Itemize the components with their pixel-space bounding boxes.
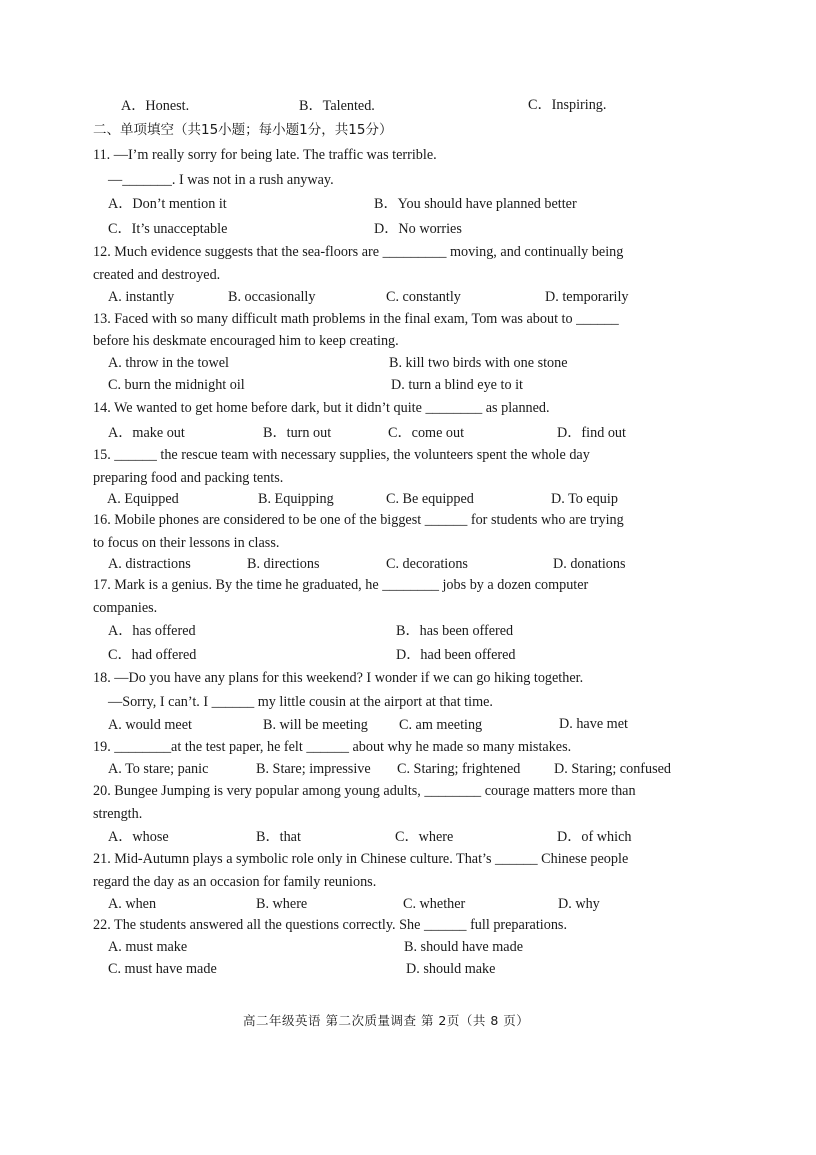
option-c: C. am meeting <box>399 717 483 733</box>
question-15-stem-cont: preparing food and packing tents. <box>93 470 284 486</box>
option-c: C. decorations <box>386 556 468 572</box>
option-d: D. why <box>558 896 600 912</box>
page-footer: 高二年级英语 第二次质量调查 第 2页（共 8 页） <box>243 1013 530 1028</box>
question-16-stem: 16. Mobile phones are considered to be one of the biggest ______ for students who are trying <box>93 512 624 528</box>
option-b: B. will be meeting <box>263 717 368 733</box>
option-b: B. occasionally <box>228 289 316 305</box>
option-b: B. should have made <box>404 939 523 955</box>
option-d: D．of which <box>557 829 632 845</box>
option-a: A．whose <box>108 829 169 845</box>
option-b: B．Talented. <box>299 98 375 114</box>
question-11-stem: 11. —I’m really sorry for being late. The traffic was terrible. <box>93 147 437 163</box>
question-17-stem-cont: companies. <box>93 600 158 616</box>
option-b: B．You should have planned better <box>374 196 577 212</box>
option-c: C．Inspiring. <box>528 97 607 113</box>
question-21-stem: 21. Mid-Autumn plays a symbolic role only in Chinese culture. That’s ______ Chinese people <box>93 851 629 867</box>
section-title: 二、单项填空（共15小题；每小题1分，共15分） <box>93 122 393 138</box>
option-a: A. Equipped <box>107 491 179 507</box>
option-b: B. where <box>256 896 308 912</box>
question-12-stem-cont: created and destroyed. <box>93 267 221 283</box>
question-13-stem-cont: before his deskmate encouraged him to keep creating. <box>93 333 399 349</box>
option-d: D. should make <box>406 961 496 977</box>
option-b: B. Equipping <box>258 491 334 507</box>
option-a: A. distractions <box>108 556 191 572</box>
option-c: C. whether <box>403 896 466 912</box>
option-c: C．where <box>395 829 454 845</box>
question-14-stem: 14. We wanted to get home before dark, but it didn’t quite ________ as planned. <box>93 400 550 416</box>
option-d: D. To equip <box>551 491 618 507</box>
question-17-stem: 17. Mark is a genius. By the time he graduated, he ________ jobs by a dozen computer <box>93 577 589 593</box>
option-d: D. have met <box>559 716 628 732</box>
option-d: D. turn a blind eye to it <box>391 377 523 393</box>
option-c: C. must have made <box>108 961 217 977</box>
option-a: A．Don’t mention it <box>108 196 227 212</box>
option-a: A．make out <box>108 425 185 441</box>
option-a: A．Honest. <box>121 98 190 114</box>
question-20-stem: 20. Bungee Jumping is very popular among young adults, ________ courage matters more than <box>93 783 636 799</box>
option-b: B．has been offered <box>396 623 514 639</box>
option-a: A. throw in the towel <box>108 355 229 371</box>
question-13-stem: 13. Faced with so many difficult math problems in the final exam, Tom was about to ______ <box>93 311 619 327</box>
option-a: A. when <box>108 896 157 912</box>
question-12-stem: 12. Much evidence suggests that the sea-floors are _________ moving, and continually being <box>93 244 624 260</box>
option-a: A. To stare; panic <box>108 761 209 777</box>
option-d: D．No worries <box>374 221 462 237</box>
option-a: A．has offered <box>108 623 196 639</box>
question-11-reply: —_______. I was not in a rush anyway. <box>108 172 334 188</box>
option-b: B. kill two birds with one stone <box>389 355 568 371</box>
question-18-reply: —Sorry, I can’t. I ______ my little cousin at the airport at that time. <box>108 694 493 710</box>
option-a: A. would meet <box>108 717 192 733</box>
option-c: C. Staring; frightened <box>397 761 521 777</box>
option-b: B．that <box>256 829 301 845</box>
option-c: C. burn the midnight oil <box>108 377 245 393</box>
option-a: A. must make <box>108 939 188 955</box>
option-c: C．had offered <box>108 647 197 663</box>
option-d: D. donations <box>553 556 626 572</box>
option-b: B. Stare; impressive <box>256 761 371 777</box>
question-19-stem: 19. ________at the test paper, he felt ______ about why he made so many mistakes. <box>93 739 572 755</box>
question-20-stem-cont: strength. <box>93 806 143 822</box>
option-c: C．come out <box>388 425 465 441</box>
option-d: D．find out <box>557 425 626 441</box>
question-15-stem: 15. ______ the rescue team with necessary supplies, the volunteers spent the whole day <box>93 447 590 463</box>
option-b: B．turn out <box>263 425 332 441</box>
option-c: C．It’s unacceptable <box>108 221 228 237</box>
question-21-stem-cont: regard the day as an occasion for family reunions. <box>93 874 377 890</box>
option-b: B. directions <box>247 556 320 572</box>
question-18-stem: 18. —Do you have any plans for this weekend? I wonder if we can go hiking together. <box>93 670 584 686</box>
option-c: C. constantly <box>386 289 461 305</box>
option-a: A. instantly <box>108 289 175 305</box>
question-22-stem: 22. The students answered all the questions correctly. She ______ full preparations. <box>93 917 567 933</box>
option-d: D．had been offered <box>396 647 516 663</box>
question-16-stem-cont: to focus on their lessons in class. <box>93 535 280 551</box>
option-d: D. Staring; confused <box>554 761 672 777</box>
option-c: C. Be equipped <box>386 491 474 507</box>
option-d: D. temporarily <box>545 289 629 305</box>
